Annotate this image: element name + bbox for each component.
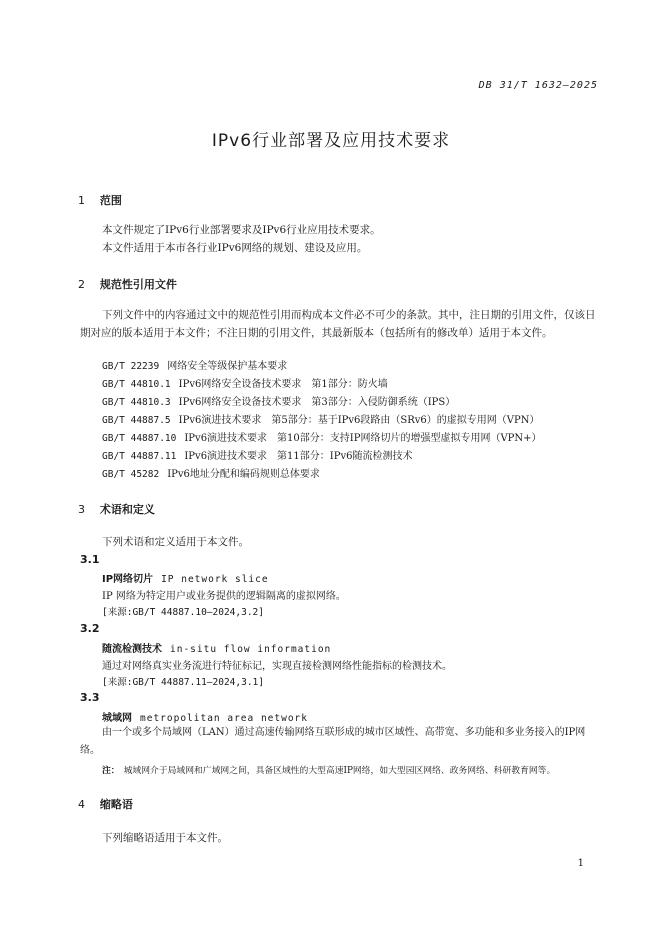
section-heading-abbreviations — [78, 796, 133, 812]
term-zh: 随流检测技术 — [102, 644, 162, 655]
term-definition: 由一个或多个局域网（LAN）通过高速传输网络互联形成的城市区域性、高带宽、多功能和多业务接入的IP网络。 — [80, 727, 586, 756]
paragraph-references-intro: 下列文件中的内容通过文中的规范性引用而构成本文件必不可少的条款。其中，注日期的引用文件，仅该日期对应的版本适用于本文件；不注日期的引用文件，其最新版本（包括所有的修改单）适用于本文件。 — [80, 309, 596, 339]
reference-code: GB/T 45282 — [102, 469, 160, 480]
term-zh: IP网络切片 — [102, 574, 154, 585]
reference-item — [102, 376, 388, 394]
section-heading-scope — [78, 192, 122, 208]
term-number: 3.3 — [80, 691, 100, 704]
term-title — [102, 570, 269, 585]
reference-title: IPv6演进技术要求 第11部分：IPv6随流检测技术 — [184, 451, 413, 462]
reference-item — [102, 466, 320, 484]
paragraph: 下列缩略语适用于本文件。 — [102, 832, 228, 844]
section-title: 范围 — [99, 194, 122, 207]
paragraph: 下列术语和定义适用于本文件。 — [102, 536, 249, 548]
section-title: 规范性引用文件 — [99, 278, 177, 291]
term-definition: IP 网络为特定用户或业务提供的逻辑隔离的虚拟网络。 — [102, 591, 346, 602]
paragraph: 本文件适用于本市各行业IPv6网络的规划、建设及应用。 — [102, 242, 368, 254]
section-number: 3 — [78, 503, 85, 516]
term-title — [102, 709, 308, 724]
term-zh: 城域网 — [102, 713, 132, 724]
note-label: 注： — [102, 766, 120, 776]
term-title — [102, 640, 331, 655]
reference-title: IPv6演进技术要求 第10部分：支持IP网络切片的增强型虚拟专用网（VPN+） — [184, 433, 542, 444]
reference-code: GB/T 44887.11 — [102, 451, 177, 462]
reference-title: IPv6网络安全设备技术要求 第3部分：入侵防御系统（IPS） — [178, 397, 456, 408]
section-title: 缩略语 — [99, 798, 133, 811]
section-heading-terms-definitions — [78, 501, 155, 517]
reference-code: GB/T 22239 — [102, 361, 160, 372]
paragraph: 本文件规定了IPv6行业部署要求及IPv6行业应用技术要求。 — [102, 224, 381, 236]
term-en: in-situ flow information — [170, 644, 332, 655]
term-en: metropolitan area network — [140, 713, 308, 724]
reference-item — [102, 412, 539, 430]
reference-title: IPv6地址分配和编码规则总体要求 — [167, 469, 320, 480]
section-heading-normative-references — [78, 276, 177, 292]
reference-title: IPv6演进技术要求 第5部分：基于IPv6段路由（SRv6）的虚拟专用网（VPN） — [178, 415, 540, 426]
section-number: 4 — [78, 798, 85, 811]
reference-title: 网络安全等级保护基本要求 — [167, 361, 288, 372]
term-number: 3.1 — [80, 553, 100, 566]
term-source: [来源:GB/T 44887.11—2024,3.1] — [102, 677, 264, 688]
note-text: 城域网介于局域网和广域网之间，具备区域性的大型高速IP网络，如大型园区网络、政务网络、科研教育网等。 — [123, 766, 556, 776]
reference-code: GB/T 44887.5 — [102, 415, 171, 426]
term-en: IP network slice — [161, 574, 269, 585]
term-definition: 通过对网络真实业务流进行特征标记，实现直接检测网络性能指标的检测技术。 — [102, 661, 452, 672]
document-title: IPv6行业部署及应用技术要求 — [211, 131, 451, 151]
section-number: 1 — [78, 194, 85, 207]
term-note — [102, 763, 555, 776]
document-code: DB 31/T 1632—2025 — [478, 80, 598, 91]
term-source: [来源:GB/T 44887.10—2024,3.2] — [102, 607, 264, 618]
section-title: 术语和定义 — [99, 503, 155, 516]
reference-item — [102, 430, 542, 448]
section-number: 2 — [78, 278, 85, 291]
reference-code: GB/T 44810.3 — [102, 397, 171, 408]
reference-code: GB/T 44810.1 — [102, 379, 171, 390]
reference-title: IPv6网络安全设备技术要求 第1部分：防火墙 — [178, 379, 388, 390]
reference-item — [102, 394, 455, 412]
term-number: 3.2 — [80, 622, 100, 635]
reference-item — [102, 358, 287, 376]
page-number: 1 — [577, 858, 584, 869]
reference-item — [102, 448, 412, 466]
reference-code: GB/T 44887.10 — [102, 433, 177, 444]
